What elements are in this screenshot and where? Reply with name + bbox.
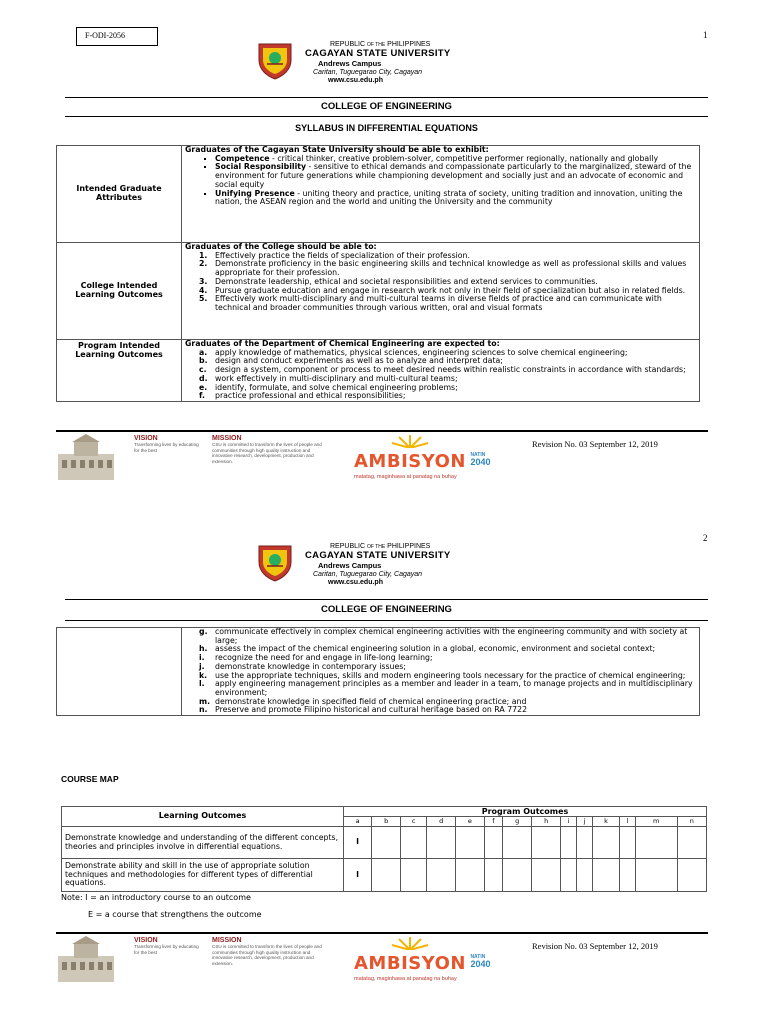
college-title: COLLEGE OF ENGINEERING [321, 101, 452, 112]
mission-title-2: MISSION [212, 937, 242, 944]
attribute-item: ▪ Social Responsibility - sensitive to ethical demands and compassionate particularly to the marginalized, steward of the environment for future generations while championing development and socially just and an advocate of economic and social equity [215, 163, 696, 189]
sun-icon [390, 434, 430, 448]
program-outcome-item: a. apply knowledge of mathematics, physical sciences, engineering sciences to solve chemical engineering; [199, 347, 628, 357]
form-code: F-ODI-2056 [76, 27, 158, 46]
outcome-mark-cell [503, 859, 532, 892]
program-outcome-item: g. communicate effectively in complex chemical engineering activities with the engineering community and with society at large; [199, 627, 688, 645]
republic-text: REPUBLIC [330, 41, 366, 48]
note-line-2: E = a course that strengthens the outcome [88, 910, 262, 919]
address: Caritan, Tuguegarao City, Cagayan [313, 68, 423, 76]
outcome-mark-cell [577, 827, 593, 859]
outcome-mark-cell [401, 827, 427, 859]
mission-text: CSU is committed to transform the lives of people and communities through high quality instruction and innovative research, development, production and extension. [212, 442, 322, 464]
program-outcome-letter: l [620, 817, 636, 827]
header-rule-p2 [65, 599, 708, 600]
outcome-mark-cell [456, 827, 484, 859]
attribute-item: ▪ Unifying Presence - uniting theory and practice, uniting strata of society, uniting tradition and innovation, uniting the nation, the ASEAN region and the world and uniting the University and the community [215, 190, 696, 207]
outcome-mark-cell [635, 859, 677, 892]
program-outcome-letter: j [577, 817, 593, 827]
program-outcomes-row [57, 340, 700, 402]
vision-title-2: VISION [134, 937, 158, 944]
program-outcome-letter: k [593, 817, 620, 827]
outcome-mark-cell [593, 827, 620, 859]
outcome-mark-cell [677, 859, 706, 892]
college-outcome-item: 1. Effectively practice the fields of specialization of their profession. [199, 250, 470, 260]
program-outcomes-intro: Graduates of the Department of Chemical Engineering are expected to: [185, 339, 500, 348]
outcome-mark-cell [620, 859, 636, 892]
outcome-mark-cell [593, 859, 620, 892]
website: www.csu.edu.ph [328, 76, 383, 84]
header-rule-p2b [65, 620, 708, 621]
college-outcome-item: 4. Pursue graduate education and engage in research work not only in their field of specialization but also in related fields. [199, 285, 686, 295]
ambisyon-text: AMBISYON [354, 451, 466, 472]
course-map-table [61, 806, 707, 892]
outcome-mark-cell [456, 859, 484, 892]
campus-building-image-2 [56, 936, 118, 989]
program-outcome-letter: a [344, 817, 372, 827]
ambisyon-logo-2: AMBISYON NATIN 2040 matatag, maginhawa at panatag na buhay [354, 936, 484, 982]
program-outcome-item: m. demonstrate knowledge in specified field of chemical engineering practice; and [199, 696, 527, 706]
course-map-row [62, 827, 707, 859]
outcomes-table-p1 [56, 145, 700, 402]
program-outcome-letter: m [635, 817, 677, 827]
revision-text-2: Revision No. 03 September 12, 2019 [532, 941, 658, 951]
college-outcome-item: 2. Demonstrate proficiency in the basic engineering skills and technical knowledge as well as professional skills and values appropriate for their profession. [199, 259, 687, 278]
program-outcomes-cell [182, 340, 700, 402]
outcome-mark-cell [561, 827, 577, 859]
program-outcome-letter: n [677, 817, 706, 827]
college-outcomes-cell [182, 243, 700, 340]
university-header [305, 41, 495, 85]
outcome-mark-cell: I [344, 827, 372, 859]
program-outcome-item: j. demonstrate knowledge in contemporary issues; [199, 661, 406, 671]
footer-page2 [56, 934, 708, 990]
outcome-mark-cell [427, 859, 456, 892]
republic-post-text: PHILIPPINES [387, 41, 431, 48]
program-outcome-letter: h [532, 817, 561, 827]
ambisyon-logo [354, 434, 491, 480]
vision-title: VISION [134, 435, 158, 442]
college-outcome-item: 5. Effectively work multi-disciplinary and multi-cultural teams in diverse fields of practice and can communicate with technical and broader communities through various written, oral and visual formats [199, 294, 662, 313]
campus-building-image [56, 434, 118, 487]
program-outcome-item: d. work effectively in multi-disciplinary and multi-cultural teams; [199, 373, 458, 383]
course-map-row [62, 859, 707, 892]
attributes-label: Intended Graduate Attributes [57, 146, 182, 243]
university-seal [255, 40, 295, 84]
outcome-mark-cell [372, 859, 401, 892]
program-outcome-item: i. recognize the need for and engage in life-long learning; [199, 653, 433, 663]
attribute-item: ▪ Competence - critical thinker, creative problem-solver, competitive performer regionally, nationally and globally [215, 155, 696, 164]
campus-name: Andrews Campus [318, 58, 382, 68]
header-rule [65, 97, 708, 98]
college-outcomes-row [57, 243, 700, 340]
empty-label-cell [57, 628, 182, 716]
mission-text-2: CSU is committed to transform the lives of people and communities through high quality instruction and innovative research, development, production and extension. [212, 944, 322, 966]
course-map-title: COURSE MAP [61, 774, 119, 784]
learning-outcome-cell: Demonstrate ability and skill in the use of appropriate solution techniques and methodologies for different types of differential equations. [62, 859, 344, 892]
outcome-mark-cell [577, 859, 593, 892]
attributes-row [57, 146, 700, 243]
outcome-mark-cell [635, 827, 677, 859]
mission-title: MISSION [212, 435, 242, 442]
program-outcome-letter: c [401, 817, 427, 827]
year-text: 2040 [470, 456, 491, 467]
outcome-mark-cell [427, 827, 456, 859]
page-number-2: 2 [703, 533, 708, 543]
learning-outcome-cell: Demonstrate knowledge and understanding of the different concepts, theories and principles involve in differential equations. [62, 827, 344, 859]
header-rule-2 [65, 116, 708, 117]
university-seal-2 [255, 542, 295, 586]
attributes-intro: Graduates of the Cagayan State University should be able to exhibit: [185, 145, 489, 154]
outcome-mark-cell: I [344, 859, 372, 892]
program-outcome-letter: g [503, 817, 532, 827]
program-outcome-item: h. assess the impact of the chemical engineering solution in a global, economic, environment and societal context; [199, 644, 656, 654]
outcome-mark-cell [401, 859, 427, 892]
program-outcome-item: f. practice professional and ethical responsibilities; [199, 391, 406, 401]
ambisyon-subtitle: matatag, maginhawa at panatag na buhay [354, 474, 457, 480]
university-name: CAGAYAN STATE UNIVERSITY [305, 48, 451, 60]
outcome-mark-cell [532, 859, 561, 892]
revision-text: Revision No. 03 September 12, 2019 [532, 439, 658, 449]
natin-text: NATIN [470, 452, 486, 458]
outcome-mark-cell [620, 827, 636, 859]
program-outcome-letter: e [456, 817, 484, 827]
learning-outcomes-header: Learning Outcomes [62, 807, 344, 827]
vision-text-2: Transforming lives by educating for the best [134, 944, 199, 955]
program-outcomes-header: Program Outcomes [344, 807, 707, 817]
vision-text: Transforming lives by educating for the best [134, 442, 199, 453]
footer-page1 [56, 432, 708, 488]
university-header-2: REPUBLIC OF THE PHILIPPINES CAGAYAN STATE UNIVERSITY Andrews Campus Caritan, Tuguegarao City, Cagayan www.csu.edu.ph [305, 543, 451, 586]
outcome-mark-cell [532, 827, 561, 859]
sun-icon [390, 936, 430, 950]
outcome-mark-cell [561, 859, 577, 892]
program-outcome-item: l. apply engineering management principles as a member and leader in a team, to manage projects and in multidisciplinary environment; [199, 679, 693, 698]
college-outcome-item: 3. Demonstrate leadership, ethical and societal responsibilities and extend services to communities. [199, 276, 598, 286]
syllabus-title: SYLLABUS IN DIFFERENTIAL EQUATIONS [295, 123, 478, 133]
outcome-mark-cell [503, 827, 532, 859]
outcomes-table-p2 [56, 627, 700, 716]
outcome-mark-cell [484, 859, 503, 892]
program-outcomes-cell-2 [182, 628, 700, 716]
attributes-cell [182, 146, 700, 243]
outcome-mark-cell [372, 827, 401, 859]
program-outcome-item: k. use the appropriate techniques, skills and modern engineering tools necessary for the practice of chemical engineering; [199, 670, 686, 680]
outcome-mark-cell [677, 827, 706, 859]
outcome-mark-cell [484, 827, 503, 859]
college-title-2: COLLEGE OF ENGINEERING [321, 604, 452, 615]
republic-of-text: OF THE [366, 42, 386, 48]
program-outcome-item: b. design and conduct experiments as well as to analyze and interpret data; [199, 356, 503, 366]
program-outcome-letter: b [372, 817, 401, 827]
program-outcome-letter: f [484, 817, 503, 827]
program-outcome-item: c. design a system, component or process to meet desired needs within realistic constraints in accordance with standards; [199, 365, 686, 375]
program-outcome-letter: i [561, 817, 577, 827]
program-outcome-item: n. Preserve and promote Filipino historical and cultural heritage based on RA 7722 [199, 705, 528, 715]
college-outcomes-intro: Graduates of the College should be able to: [185, 242, 377, 251]
page-number: 1 [703, 30, 708, 40]
college-outcomes-label: College Intended Learning Outcomes [57, 243, 182, 340]
note-line-1: Note: I = an introductory course to an outcome [61, 893, 251, 902]
program-outcome-item: e. identify, formulate, and solve chemical engineering problems; [199, 382, 458, 392]
program-outcome-letter: d [427, 817, 456, 827]
program-outcomes-label: Program Intended Learning Outcomes [57, 340, 182, 402]
